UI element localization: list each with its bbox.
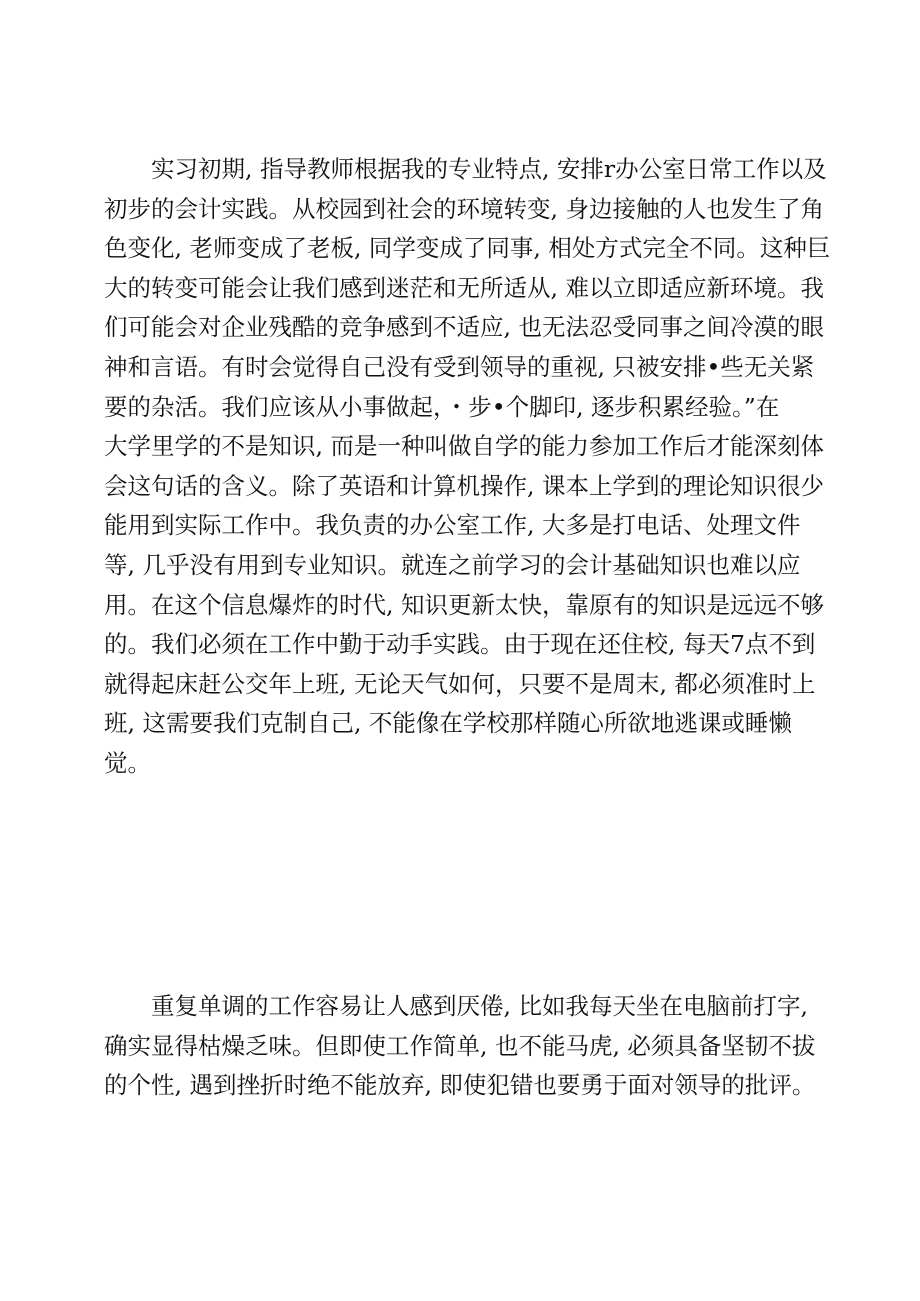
text-line: 等, 几乎没有用到专业知识。就连之前学习的会计基础知识也难以应	[104, 550, 801, 579]
text-line: 实习初期, 指导教师根据我的专业特点, 安排r办公室日常工作以及	[104, 155, 827, 183]
text-line: 觉。	[104, 748, 151, 777]
text-line: 色变化, 老师变成了老板, 同学变成了同事, 相处方式完全不同。这种巨	[104, 234, 831, 263]
text-line: 要的杂活。我们应该从小事做起，・步•个脚印, 逐步积累经验。”在	[104, 392, 780, 421]
text-line: 们可能会对企业残酷的竞争感到不适应, 也无法忍受同事之间冷漠的眼	[104, 313, 824, 342]
text-line: 确实显得枯燥乏味。但即使工作简单, 也不能马虎, 必须具备坚韧不拔	[104, 1031, 816, 1060]
text-line: 大的转变可能会让我们感到迷茫和无所适从, 难以立即适应新环境。我	[104, 273, 824, 302]
text-line: 的个性, 遇到挫折时绝不能放弃, 即使犯错也要勇于面对领导的批评。	[104, 1071, 816, 1100]
text-line: 能用到实际工作中。我负责的办公室工作, 大多是打电话、处理文件	[104, 511, 801, 540]
text-line: 大学里学的不是知识, 而是一种叫做自学的能力参加工作后才能深刻体	[104, 432, 824, 461]
text-line: 重复单调的工作容易让人感到厌倦, 比如我每天坐在电脑前打字,	[104, 992, 808, 1020]
text-line: 会这句话的含义。除了英语和计算机操作, 课本上学到的理论知识很少	[104, 471, 824, 500]
text-line: 神和言语。有时会觉得自己没有受到领导的重视, 只被安排•些无关紧	[104, 352, 815, 381]
paragraph-1	[104, 150, 831, 784]
text-line: 就得起床赶公交年上班, 无论天气如何，只要不是周末, 都必须准时上	[104, 669, 816, 698]
text-line: 用。在这个信息爆炸的时代, 知识更新太快，靠原有的知识是远远不够	[104, 590, 824, 619]
text-line: 初步的会计实践。从校园到社会的环境转变, 身边接触的人也发生了角	[104, 194, 824, 223]
paragraph-2	[104, 987, 816, 1106]
text-line: 的。我们必须在工作中勤于动手实践。由于现在还住校, 每天7点不到	[104, 630, 816, 659]
text-line: 班, 这需要我们克制自己, 不能像在学校那样随心所欲地逃课或睡懒	[104, 709, 792, 738]
